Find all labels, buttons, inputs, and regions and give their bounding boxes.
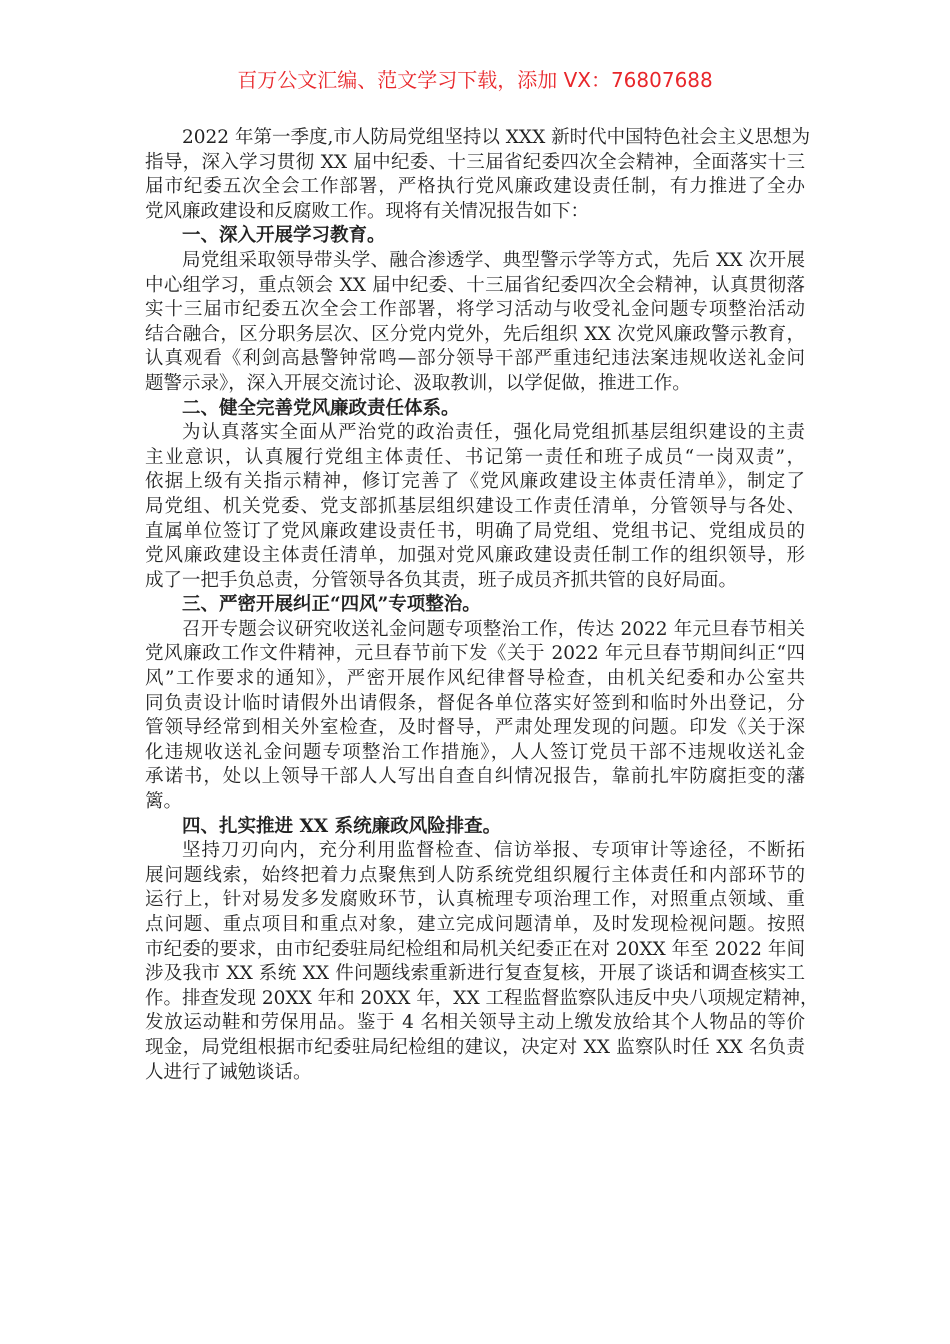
text-line: 认真观看《利剑高悬警钟常鸣—部分领导干部严重违纪违法案违规收送礼金问 <box>145 348 805 370</box>
text-line: 2022 年第一季度,市人防局党组坚持以 XXX 新时代中国特色社会主义思想为 <box>182 127 811 148</box>
text-line: 市纪委的要求，由市纪委驻局纪检组和局机关纪委正在对 20XX 年至 2022 年间 <box>145 938 805 960</box>
text-line: 点问题、重点项目和重点对象，建立完成问题清单，及时发现检视问题。按照 <box>145 914 805 935</box>
text-line: 局党组采取领导带头学、融合渗透学、典型警示学等方式，先后 XX 次开展 <box>182 249 805 271</box>
text-line: 一、深入开展学习教育。 <box>182 225 386 247</box>
text-line: 涉及我市 XX 系统 XX 件问题线索重新进行复查复核，开展了谈话和调查核实工 <box>145 963 805 985</box>
text-line: 三、严密开展纠正“四风”专项整治。 <box>182 594 481 616</box>
text-line: 结合融合，区分职务层次、区分党内党外，先后组织 XX 次党风廉政警示教育， <box>145 323 805 345</box>
text-line: 直属单位签订了党风廉政建设责任书，明确了局党组、党组书记、党组成员的 <box>145 520 805 542</box>
text-line: 届市纪委五次全会工作部署，严格执行党风廉政建设责任制，有力推进了全办 <box>145 176 805 198</box>
text-line: 为认真落实全面从严治党的政治责任，强化局党组抓基层组织建设的主责 <box>182 422 805 444</box>
text-line: 实十三届市纪委五次全会工作部署，将学习活动与收受礼金问题专项整治活动 <box>145 299 805 321</box>
text-line: 题警示录》，深入开展交流讨论、汲取教训，以学促做，推进工作。 <box>145 372 691 394</box>
text-line: 指导，深入学习贯彻 XX 届中纪委、十三届省纪委四次全会精神，全面落实十三 <box>145 151 805 173</box>
download-banner: 百万公文汇编、范文学习下载，添加 VX：76807688 <box>237 68 713 92</box>
text-line: 党风廉政建设和反腐败工作。现将有关情况报告如下： <box>145 200 590 222</box>
section-heading <box>145 593 805 618</box>
text-line: 党风廉政建设主体责任清单，加强对党风廉政建设责任制工作的组织领导，形 <box>145 545 805 567</box>
paragraph <box>145 618 805 815</box>
text-line: 主业意识，认真履行党组主体责任、书记第一责任和班子成员“一岗双责”， <box>145 446 805 468</box>
text-line: 依据上级有关指示精神，修订完善了《党风廉政建设主体责任清单》，制定了 <box>145 471 805 493</box>
paragraph <box>145 839 819 1085</box>
paragraph <box>145 421 805 593</box>
section-heading <box>145 397 805 422</box>
text-line: 党风廉政工作文件精神，元旦春节前下发《关于 2022 年元旦春节期间纠正“四 <box>145 643 805 665</box>
text-line: 成了一把手负总责，分管领导各负其责，班子成员齐抓共管的良好局面。 <box>145 569 738 591</box>
text-line: 展问题线索，始终把着力点聚焦到人防系统党组织履行主体责任和内部环节的 <box>145 864 805 886</box>
section-heading <box>145 815 805 840</box>
text-line: 中心组学习，重点领会 XX 届中纪委、十三届省纪委四次全会精神，认真贯彻落 <box>145 274 805 296</box>
text-line: 二、健全完善党风廉政责任体系。 <box>182 397 460 419</box>
text-line: 作。排查发现 20XX 年和 20XX 年，XX 工程监督监察队违反中央八项规定精神， <box>145 987 819 1009</box>
text-line: 同负责设计临时请假外出请假条，督促各单位落实好签到和临时外出登记，分 <box>145 692 805 714</box>
text-line: 风”工作要求的通知》，严密开展作风纪律督导检查，由机关纪委和办公室共 <box>145 668 805 690</box>
text-line: 人进行了诫勉谈话。 <box>145 1061 312 1083</box>
section-heading <box>145 224 805 249</box>
paragraph <box>145 126 811 224</box>
text-line: 现金，局党组根据市纪委驻局纪检组的建议，决定对 XX 监察队时任 XX 名负责 <box>145 1036 805 1058</box>
text-line: 局党组、机关党委、党支部抓基层组织建设工作责任清单，分管领导与各处、 <box>145 495 805 517</box>
text-line: 运行上，针对易发多发腐败环节，认真梳理专项治理工作，对照重点领域、重 <box>145 889 805 911</box>
text-line: 发放运动鞋和劳保用品。鉴于 4 名相关领导主动上缴发放给其个人物品的等价 <box>145 1012 805 1034</box>
text-line: 召开专题会议研究收送礼金问题专项整治工作，传达 2022 年元旦春节相关 <box>182 618 805 640</box>
text-line: 化违规收送礼金问题专项整治工作措施》，人人签订党员干部不违规收送礼金 <box>145 741 805 763</box>
text-line: 管领导经常到相关外室检查，及时督导，严肃处理发现的问题。印发《关于深 <box>145 717 805 739</box>
text-line: 坚持刀刃向内，充分利用监督检查、信访举报、专项审计等途径，不断拓 <box>182 840 805 862</box>
document-body <box>145 126 819 1085</box>
paragraph <box>145 249 805 397</box>
text-line: 承诺书，处以上领导干部人人写出自查自纠情况报告，靠前扎牢防腐拒变的藩 <box>145 766 805 788</box>
text-line: 篱。 <box>145 791 183 813</box>
text-line: 四、扎实推进 XX 系统廉政风险排查。 <box>182 815 502 837</box>
